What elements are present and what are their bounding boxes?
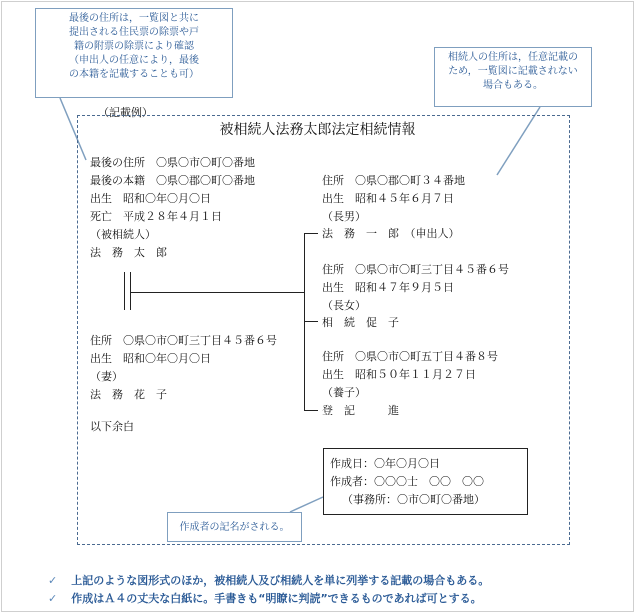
note-text: 作成はＡ４の丈夫な白紙に。手書きも“明瞭に判読”できるものであれば可とする。 <box>71 592 482 605</box>
child-address: 住所 〇県〇郡〇町３４番地 <box>322 174 465 187</box>
creator-date: 作成日：〇年〇月〇日 <box>330 457 440 470</box>
note-item <box>48 572 489 588</box>
child-born: 出生 昭和５０年１１月２７日 <box>322 368 476 381</box>
callout-line: ため，一覧図に記載されない <box>448 66 578 77</box>
children-trunk-line <box>304 233 305 411</box>
marriage-line-left <box>124 272 125 310</box>
spouse-born: 出生 昭和〇年〇月〇日 <box>90 352 211 365</box>
descent-line <box>130 292 304 293</box>
callout-line: 最後の住所は，一覧図と共に <box>69 13 199 24</box>
child-role: （長女） <box>322 299 366 312</box>
spouse-role: （妻） <box>90 370 123 383</box>
spouse-address: 住所 〇県〇市〇町三丁目４５番６号 <box>90 334 277 347</box>
callout-line: 提出される住民票の除票や戸 <box>69 27 199 38</box>
check-icon: ✓ <box>48 592 58 605</box>
child-address: 住所 〇県〇市〇町三丁目４５番６号 <box>322 263 509 276</box>
child-name: 法 務 一 郎 （申出人） <box>322 227 460 240</box>
check-icon: ✓ <box>48 574 58 587</box>
note-text: 上記のような図形式のほか，被相続人及び相続人を単に列挙する記載の場合もある。 <box>71 574 490 587</box>
child-branch-line <box>304 233 318 234</box>
callout-line: （申出人の任意により，最後 <box>69 55 199 66</box>
spouse-name: 法 務 花 子 <box>90 388 167 401</box>
decedent-born: 出生 昭和〇年〇月〇日 <box>90 192 211 205</box>
marriage-line-right <box>130 272 131 310</box>
creator-name: 作成者：〇〇〇士 〇〇 〇〇 <box>330 475 484 488</box>
decedent-died: 死亡 平成２８年４月１日 <box>90 210 222 223</box>
end-note: 以下余白 <box>90 420 134 433</box>
decedent-last-address: 最後の住所 〇県〇市〇町〇番地 <box>90 156 255 169</box>
child-branch-line <box>304 321 318 322</box>
child-role: （養子） <box>322 386 366 399</box>
child-born: 出生 昭和４７年９月５日 <box>322 281 454 294</box>
note-item <box>48 590 482 606</box>
callout-line: 相続人の住所は，任意記載の <box>448 52 578 63</box>
callout-line: の本籍を記載することも可） <box>69 69 199 80</box>
child-born: 出生 昭和４５年６月７日 <box>322 192 454 205</box>
callout-line: 場合もある。 <box>483 80 543 91</box>
callout-last-address <box>35 8 233 98</box>
document-title: 被相続人法務太郎法定相続情報 <box>219 122 416 138</box>
child-role: （長男） <box>322 210 366 223</box>
decedent-last-domicile: 最後の本籍 〇県〇郡〇町〇番地 <box>90 174 255 187</box>
decedent-role: （被相続人） <box>90 228 156 241</box>
callout-creator: 作成者の記名がされる。 <box>167 512 302 542</box>
callout-line: 籍の附票の除票により確認 <box>74 41 194 52</box>
child-branch-line <box>304 410 318 411</box>
example-label: （記載例） <box>98 106 153 119</box>
callout-heir-address <box>434 47 592 107</box>
child-name: 登 記 進 <box>322 404 399 417</box>
creator-office: （事務所：〇市〇町〇番地） <box>342 493 485 506</box>
child-name: 相 続 促 子 <box>322 316 399 329</box>
decedent-name: 法 務 太 郎 <box>90 246 167 259</box>
child-address: 住所 〇県〇市〇町五丁目４番８号 <box>322 350 498 363</box>
